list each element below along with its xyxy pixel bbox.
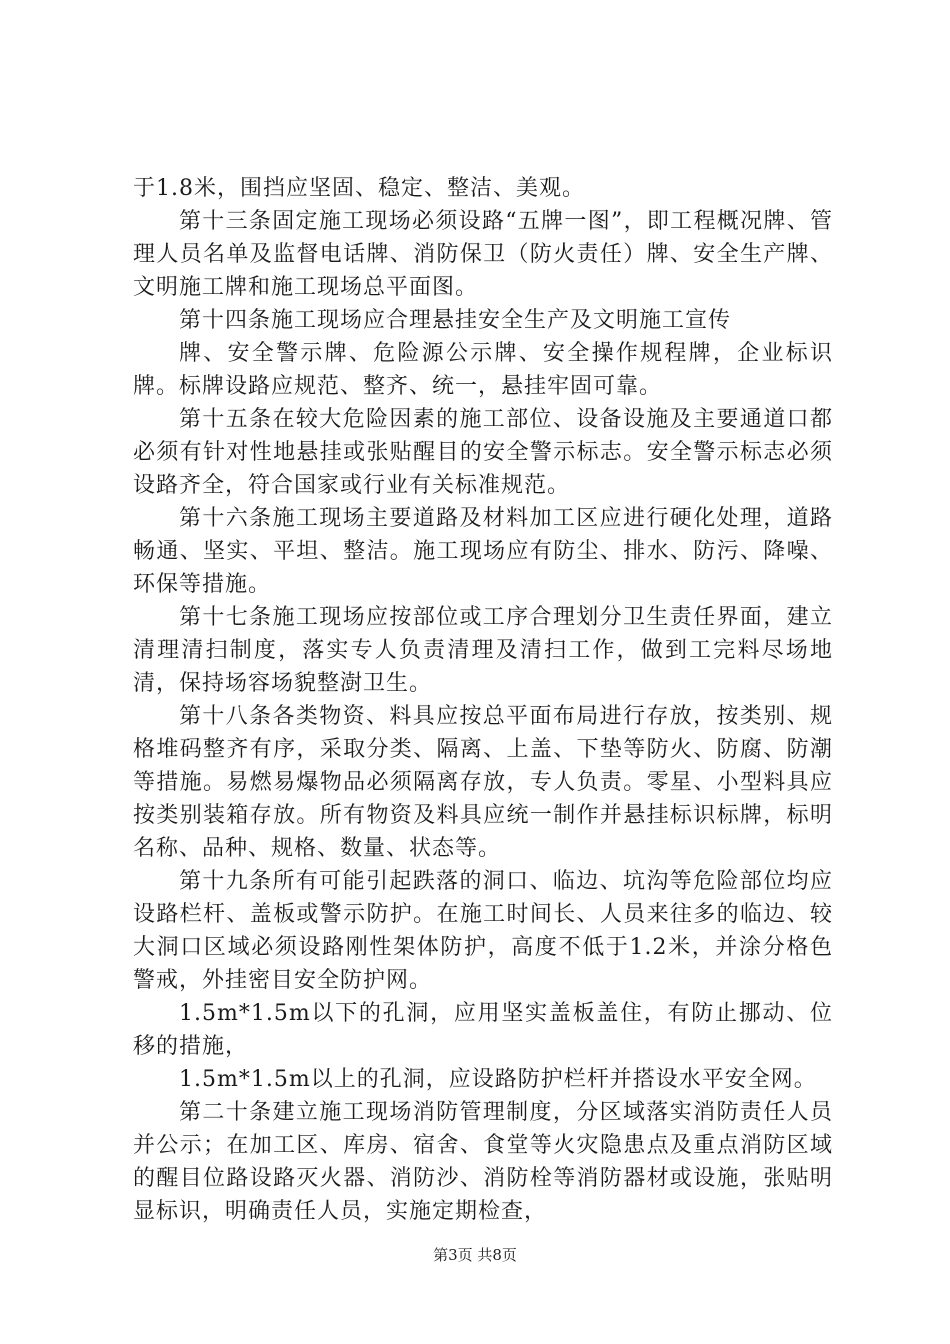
- paragraph-7: 第十七条施工现场应按部位或工序合理划分卫生责任界面，建立清理清扫制度，落实专人负责清理及清扫工作，做到工完料尽场地清，保持场容场貌整澍卫生。: [133, 605, 833, 696]
- page-number: 第3页 共8页: [433, 1246, 517, 1264]
- paragraph-8: 第十八条各类物资、料具应按总平面布局进行存放，按类别、规格堆码整齐有序，采取分类、隔离、上盖、下垫等防火、防腐、防潮等措施。易燃易爆物品必须隔离存放，专人负责。零星、小型料具应按类别装箱存放。所有物资及料具应统一制作并悬挂标识标牌，标明名称、品种、规格、数量、状态等。: [133, 704, 833, 861]
- document-body: [133, 172, 833, 1228]
- paragraph-6: 第十六条施工现场主要道路及材料加工区应进行硬化处理，道路畅通、坚实、平坦、整洁。施工现场应有防尘、排水、防污、降噪、环保等措施。: [133, 506, 833, 597]
- paragraph-2: 第十三条固定施工现场必须设路“五牌一图”，即工程概况牌、管理人员名单及监督电话牌、消防保卫（防火责任）牌、安全生产牌、文明施工牌和施工现场总平面图。: [133, 209, 833, 300]
- paragraph-10: 1.5m*1.5m以下的孔洞，应用坚实盖板盖住，有防止挪动、位移的措施，: [133, 1001, 833, 1059]
- page-footer: [0, 1245, 950, 1265]
- paragraph-5: 第十五条在较大危险因素的施工部位、设备设施及主要通道口都必须有针对性地悬挂或张贴醒目的安全警示标志。安全警示标志必须设路齐全，符合国家或行业有关标准规范。: [133, 407, 833, 498]
- paragraph-4: 牌、安全警示牌、危险源公示牌、安全操作规程牌，企业标识牌。标牌设路应规范、整齐、统一，悬挂牢固可靠。: [133, 341, 833, 399]
- paragraph-1: 于1.8米，围挡应坚固、稳定、整洁、美观。: [133, 176, 585, 201]
- paragraph-11: 1.5m*1.5m以上的孔洞，应设路防护栏杆并搭设水平安全网。: [179, 1067, 817, 1092]
- paragraph-3: 第十四条施工现场应合理悬挂安全生产及文明施工宣传: [179, 308, 732, 333]
- paragraph-9: 第十九条所有可能引起跌落的洞口、临边、坑沟等危险部位均应设路栏杆、盖板或警示防护。在施工时间长、人员来往多的临边、较大洞口区域必须设路刚性架体防护，高度不低于1.2米，并涂分格色警戒，外挂密目安全防护网。: [133, 869, 833, 993]
- paragraph-12: 第二十条建立施工现场消防管理制度，分区域落实消防责任人员并公示；在加工区、库房、宿舍、食堂等火灾隐患点及重点消防区域的醒目位路设路灭火器、消防沙、消防栓等消防器材或设施，张贴明显标识，明确责任人员，实施定期检查，: [133, 1100, 833, 1224]
